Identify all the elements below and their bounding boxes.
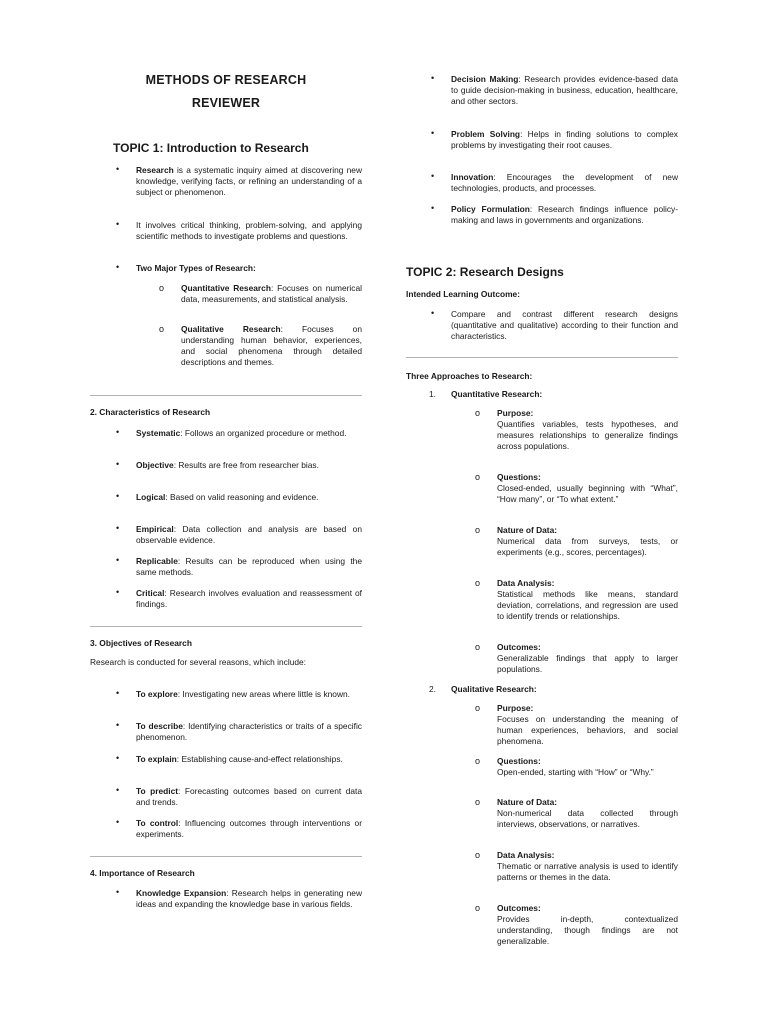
term: Policy Formulation	[451, 204, 530, 214]
approaches-heading: Three Approaches to Research:	[406, 371, 533, 381]
bullet-icon: •	[431, 171, 435, 181]
circle-bullet-icon: o	[475, 903, 481, 913]
term: To predict	[136, 786, 179, 796]
bullet-icon: •	[116, 587, 120, 597]
ilo-item	[431, 308, 678, 342]
definition: : Helps in finding solutions to complex problems by investigating their root causes.	[451, 129, 678, 150]
document-title-line1: METHODS OF RESEARCH	[145, 73, 307, 87]
objective-item	[116, 720, 362, 743]
section2-heading: 2. Characteristics of Research	[90, 407, 211, 417]
definition: : Influencing outcomes through interventions or experiments.	[136, 818, 362, 839]
bullet-icon: •	[431, 203, 435, 213]
circle-bullet-icon: o	[475, 797, 481, 807]
definition: : Research helps in generating new ideas and expanding the knowledge base in various fields.	[136, 888, 362, 909]
ilo-text: Compare and contrast different research designs (quantitative and qualitative) according to their function and characteristics.	[451, 309, 678, 341]
term: Research	[136, 165, 174, 175]
section3-heading: 3. Objectives of Research	[90, 638, 192, 648]
bullet-icon: •	[431, 308, 435, 318]
point-text: Quantifies variables, tests hypotheses, and measures relationships to generalize findings across populations.	[497, 419, 678, 451]
bullet-icon: •	[116, 720, 120, 730]
document-title-line2: REVIEWER	[191, 96, 261, 110]
major-type-qualitative	[159, 324, 362, 368]
term: Replicable	[136, 556, 178, 566]
point-label: Data Analysis:	[497, 578, 555, 588]
definition: : Focuses on understanding human behavior, experiences, and social phenomena through detailed descriptions and themes.	[181, 324, 362, 367]
definition: : Forecasting outcomes based on current data and trends.	[136, 786, 362, 807]
point-text: Thematic or narrative analysis is used to identify patterns or themes in the data.	[497, 861, 678, 882]
bullet-icon: •	[116, 459, 120, 469]
definition: : Identifying characteristics or traits of a specific phenomenon.	[136, 721, 362, 742]
point-label: Purpose:	[497, 408, 534, 418]
term: To explore	[136, 689, 178, 699]
point-label: Nature of Data:	[497, 525, 558, 535]
term: To explain	[136, 754, 177, 764]
bullet-icon: •	[116, 262, 120, 272]
intro-item-research	[116, 164, 362, 198]
bullet-icon: •	[116, 219, 120, 229]
circle-bullet-icon: o	[475, 756, 481, 766]
definition: : Results can be reproduced when using the same methods.	[136, 556, 362, 577]
circle-bullet-icon: o	[159, 283, 165, 293]
objective-item	[116, 785, 362, 808]
bullet-icon: •	[116, 555, 120, 565]
bullet-icon: •	[116, 688, 120, 698]
approach-name: Quantitative Research:	[451, 389, 543, 399]
circle-bullet-icon: o	[475, 703, 481, 713]
point-label: Purpose:	[497, 703, 534, 713]
definition: : Research involves evaluation and reassessment of findings.	[136, 588, 362, 609]
section-divider	[90, 626, 362, 627]
bullet-icon: •	[116, 753, 120, 763]
importance-item	[116, 887, 362, 910]
point-label: Questions:	[497, 472, 541, 482]
circle-bullet-icon: o	[475, 525, 481, 535]
circle-bullet-icon: o	[475, 578, 481, 588]
approach-number: 1.	[429, 389, 436, 399]
point-text: Focuses on understanding the meaning of human experiences, behaviors, and social phenomena.	[497, 714, 678, 746]
approach-point	[475, 408, 678, 452]
term: Logical	[136, 492, 166, 502]
major-types-heading	[116, 262, 362, 274]
point-label: Nature of Data:	[497, 797, 558, 807]
definition: : Results are free from researcher bias.	[173, 460, 319, 470]
term: Empirical	[136, 524, 174, 534]
objective-item	[116, 753, 362, 765]
definition: : Data collection and analysis are based on observable evidence.	[136, 524, 362, 545]
term: Quantitative Research	[181, 283, 271, 293]
approach-point	[475, 578, 678, 622]
bullet-icon: •	[116, 164, 120, 174]
objective-item	[116, 688, 362, 700]
characteristic-item	[116, 459, 362, 471]
topic1-heading: TOPIC 1: Introduction to Research	[113, 141, 309, 155]
bullet-icon: •	[116, 491, 120, 501]
term: To control	[136, 818, 179, 828]
characteristic-item	[116, 427, 362, 439]
term: Qualitative Research	[181, 324, 281, 334]
approach-point	[475, 756, 678, 778]
intro-item-critical-thinking	[116, 219, 362, 242]
section4-heading: 4. Importance of Research	[90, 868, 195, 878]
point-label: Outcomes:	[497, 642, 541, 652]
point-text: Statistical methods like means, standard deviation, correlations, and regression are used to identify trends or relationships.	[497, 589, 678, 621]
approach-point	[475, 703, 678, 747]
approach-point	[475, 903, 678, 947]
bullet-icon: •	[116, 817, 120, 827]
term: Innovation	[451, 172, 494, 182]
bullet-icon: •	[116, 887, 120, 897]
heading-text: Two Major Types of Research:	[136, 263, 256, 273]
definition: : Investigating new areas where little is known.	[177, 689, 350, 699]
ilo-heading: Intended Learning Outcome:	[406, 289, 520, 299]
definition: : Encourages the development of new technologies, products, and processes.	[451, 172, 678, 193]
importance-item	[431, 203, 678, 226]
definition: : Based on valid reasoning and evidence.	[165, 492, 319, 502]
bullet-icon: •	[116, 427, 120, 437]
definition: : Focuses on numerical data, measurements, and statistical analysis.	[181, 283, 362, 304]
approach-name: Qualitative Research:	[451, 684, 537, 694]
section3-intro: Research is conducted for several reasons, which include:	[90, 657, 306, 667]
term: Objective	[136, 460, 174, 470]
importance-item	[431, 128, 678, 151]
point-label: Questions:	[497, 756, 541, 766]
approach-point	[475, 797, 678, 830]
topic2-heading: TOPIC 2: Research Designs	[406, 265, 564, 279]
term: Decision Making	[451, 74, 519, 84]
importance-item	[431, 171, 678, 194]
characteristic-item	[116, 587, 362, 610]
approach-point	[475, 850, 678, 883]
circle-bullet-icon: o	[475, 408, 481, 418]
approach-point	[475, 642, 678, 675]
term: Problem Solving	[451, 129, 521, 139]
definition: : Research findings influence policy-making and laws in governments and organizations.	[451, 204, 678, 225]
circle-bullet-icon: o	[159, 324, 165, 334]
definition: : Follows an organized procedure or method.	[180, 428, 347, 438]
characteristic-item	[116, 491, 362, 503]
objective-item	[116, 817, 362, 840]
term: Knowledge Expansion	[136, 888, 227, 898]
definition: It involves critical thinking, problem-solving, and applying scientific methods to investigate problems and questions.	[136, 220, 362, 241]
point-text: Non-numerical data collected through interviews, observations, or narratives.	[497, 808, 678, 829]
approach-point	[475, 472, 678, 505]
section-divider	[90, 395, 362, 396]
term: Critical	[136, 588, 165, 598]
major-type-quantitative	[159, 283, 362, 305]
term: To describe	[136, 721, 183, 731]
circle-bullet-icon: o	[475, 850, 481, 860]
circle-bullet-icon: o	[475, 642, 481, 652]
characteristic-item	[116, 555, 362, 578]
bullet-icon: •	[116, 785, 120, 795]
section-divider	[406, 357, 678, 358]
section-divider	[90, 856, 362, 857]
point-text: Open-ended, starting with “How” or “Why.”	[497, 767, 654, 777]
characteristic-item	[116, 523, 362, 546]
approach-point	[475, 525, 678, 558]
bullet-icon: •	[431, 128, 435, 138]
bullet-icon: •	[116, 523, 120, 533]
bullet-icon: •	[431, 73, 435, 83]
approach-number: 2.	[429, 684, 436, 694]
point-text: Closed-ended, usually beginning with “What”, “How many”, or “To what extent.”	[497, 483, 678, 504]
point-label: Data Analysis:	[497, 850, 555, 860]
term: Systematic	[136, 428, 181, 438]
importance-item	[431, 73, 678, 107]
point-text: Generalizable findings that apply to larger populations.	[497, 653, 678, 674]
definition: is a systematic inquiry aimed at discovering new knowledge, verifying facts, or refining an understanding of a subject or phenomenon.	[136, 165, 362, 197]
definition: : Establishing cause-and-effect relationships.	[176, 754, 343, 764]
point-text: Numerical data from surveys, tests, or experiments (e.g., scores, percentages).	[497, 536, 678, 557]
point-text: Provides in-depth, contextualized understanding, though findings are not generalizable.	[497, 914, 678, 946]
point-label: Outcomes:	[497, 903, 541, 913]
definition: : Research provides evidence-based data to guide decision-making in business, education, healthcare, and other sectors.	[451, 74, 678, 106]
circle-bullet-icon: o	[475, 472, 481, 482]
